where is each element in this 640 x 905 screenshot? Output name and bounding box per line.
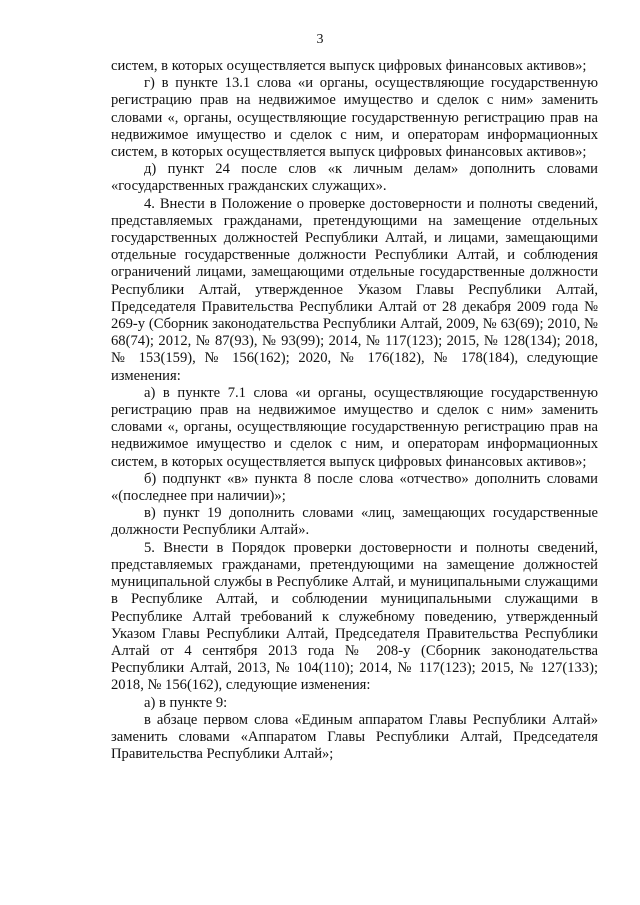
paragraph-7: в) пункт 19 дополнить словами «лиц, замещающих государственные должности Республики Алтай».: [111, 505, 598, 539]
paragraph-4: 4. Внести в Положение о проверке достоверности и полноты сведений, представляемых гражданами, претендующими на замещение отдельных государственных должностей Республики Алтай, и лицами, замещающими отдельные государственные должности Республики Алтай, и соблюдения ограничений лицами, замещающими отдельные государственные должности Республики Алтай, утвержденное Указом Главы Республики Алтай, Председателя Правительства Республики Алтай от 28 декабря 2009 года № 269-у (Сборник законодательства Республики Алтай, 2009, № 63(69); 2010, № 68(74); 2012, № 87(93), № 93(99); 2014, № 117(123); 2015, № 128(134); 2018, № 153(159), № 156(162); 2020, № 176(182), № 178(184), следующие изменения:: [111, 195, 598, 384]
paragraph-9: а) в пункте 9:: [144, 694, 228, 711]
document-body: [111, 58, 598, 763]
paragraph-3: д) пункт 24 после слов «к личным делам» дополнить словами «государственных гражданских служащих».: [111, 161, 598, 195]
paragraph-6: б) подпункт «в» пункта 8 после слова «отчество» дополнить словами «(последнее при наличии)»;: [111, 470, 598, 505]
paragraph-5: а) в пункте 7.1 слова «и органы, осуществляющие государственную регистрацию прав на недвижимое имущество и сделок с ним» заменить словами «, органы, осуществляющие государственную регистрацию прав на недвижимое имущество и сделок с ним, и операторам информационных систем, в которых осуществляется выпуск цифровых финансовых активов»;: [111, 384, 598, 470]
paragraph-1: систем, в которых осуществляется выпуск цифровых финансовых активов»;: [111, 58, 587, 74]
paragraph-8: 5. Внести в Порядок проверки достоверности и полноты сведений, представляемых гражданами, претендующими на замещение должностей муниципальной службы в Республике Алтай, и муниципальными служащими в Республике Алтай, и соблюдении муниципальными служащими в Республике Алтай требований к служебному поведению, утвержденный Указом Главы Республики Алтай, Председателя Правительства Республики Алтай от 4 сентября 2013 года № 208-у (Сборник законодательства Республики Алтай, 2013, № 104(110); 2014, № 117(123); 2015, № 127(133); 2018, № 156(162), следующие изменения:: [111, 539, 598, 694]
paragraph-2: г) в пункте 13.1 слова «и органы, осуществляющие государственную регистрацию прав на недвижимое имущество и сделок с ним» заменить словами «, органы, осуществляющие государственную регистрацию прав на недвижимое имущество и сделок с ним, и операторам информационных систем, в которых осуществляется выпуск цифровых финансовых активов»;: [111, 75, 598, 161]
paragraph-10: в абзаце первом слова «Единым аппаратом Главы Республики Алтай» заменить словами «Аппаратом Главы Республики Алтай, Председателя Правительства Республики Алтай»;: [111, 711, 598, 763]
page-number: 3: [316, 32, 324, 47]
